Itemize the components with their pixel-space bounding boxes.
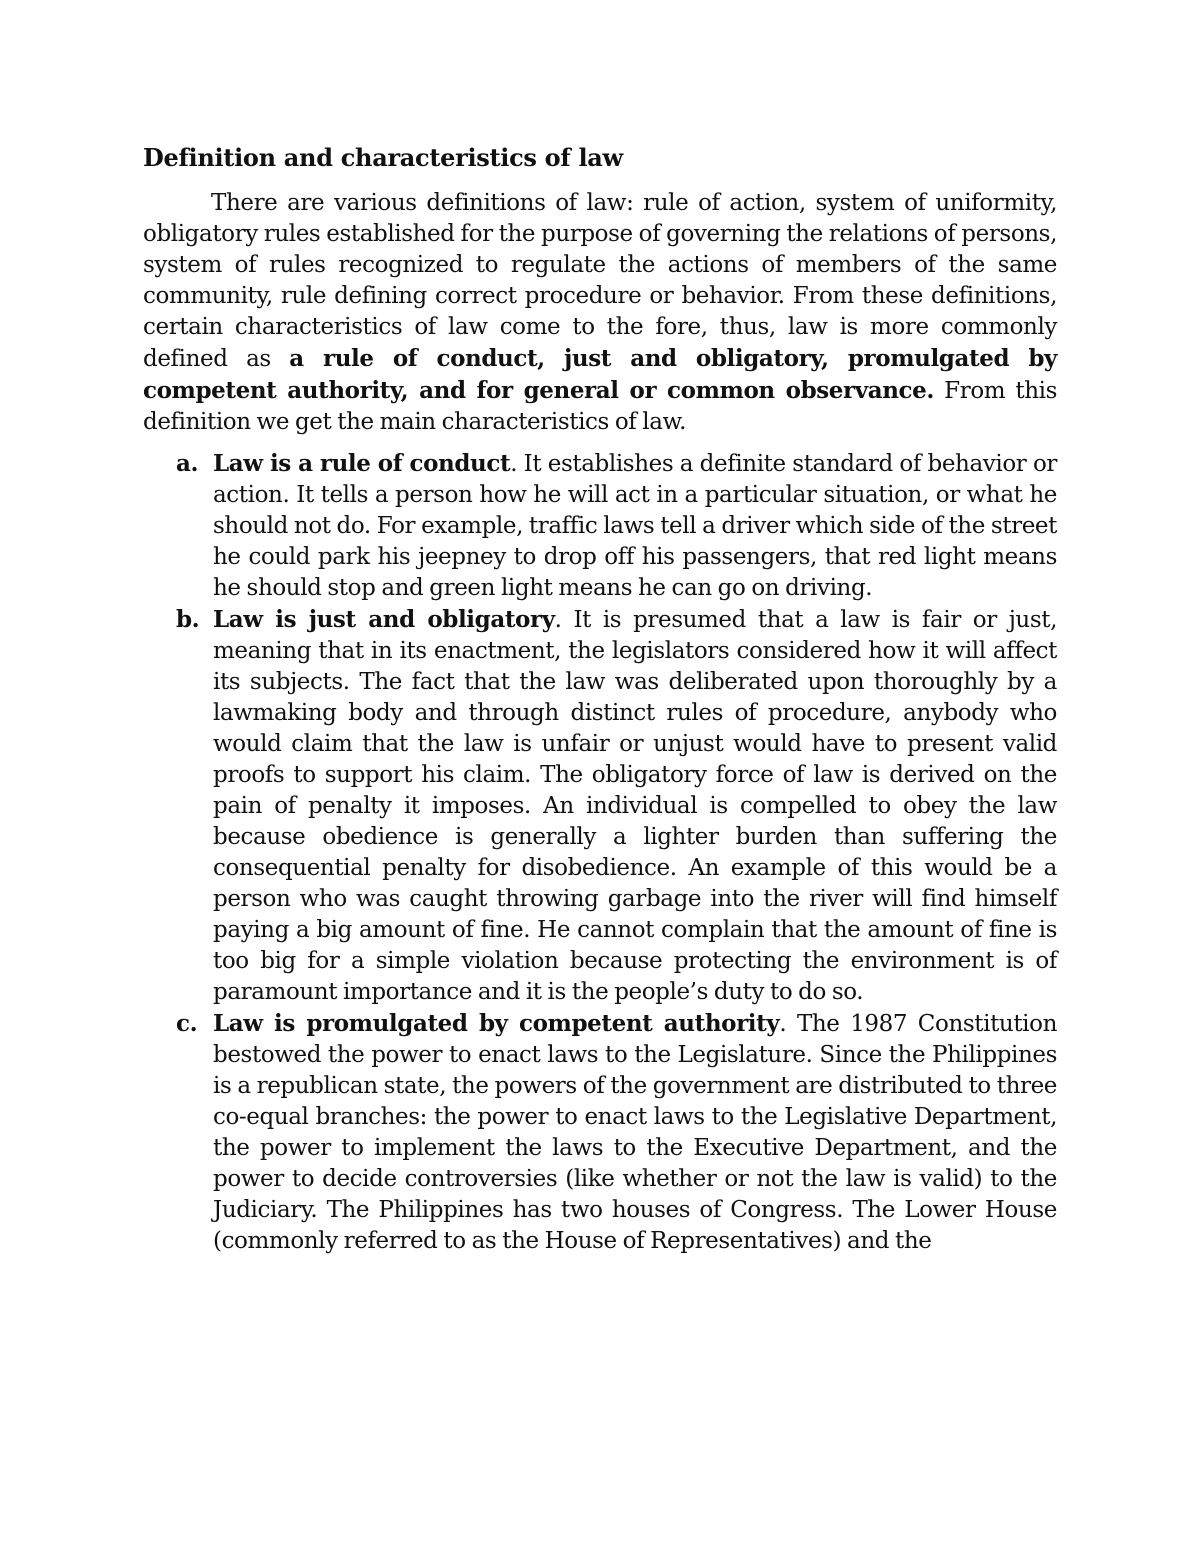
item-heading: Law is just and obligatory xyxy=(213,606,555,633)
list-item xyxy=(143,604,1057,1008)
list-item xyxy=(143,1008,1057,1257)
list-marker: b. xyxy=(176,606,200,633)
item-text: . The 1987 Constitution bestowed the power to enact laws to the Legislature. Since the Philippines is a republican state, the powers of the government are distributed to three co-equal branches: the power to enact laws to the Legislative Department, the power to implement the laws to the Executive Department, and the power to decide controversies (like whether or not the law is valid) to the Judiciary. The Philippines has two houses of Congress. The Lower House (commonly referred to as the House of Representatives) and the xyxy=(213,1011,1057,1254)
item-text: . It is presumed that a law is fair or just, meaning that in its enactment, the legislators considered how it will affect its subjects. The fact that the law was deliberated upon thoroughly by a lawmaking body and through distinct rules of procedure, anybody who would claim that the law is unfair or unjust would have to present valid proofs to support his claim. The obligatory force of law is derived on the pain of penalty it imposes. An individual is compelled to obey the law because obedience is generally a lighter burden than suffering the consequential penalty for disobedience. An example of this would be a person who was caught throwing garbage into the river will find himself paying a big amount of fine. He cannot complain that the amount of fine is too big for a simple violation because protecting the environment is of paramount importance and it is the people’s duty to do so. xyxy=(213,607,1057,1005)
document-title: Definition and characteristics of law xyxy=(143,143,623,172)
characteristics-list xyxy=(143,448,1057,1257)
list-item xyxy=(143,448,1057,604)
item-heading: Law is promulgated by competent authority xyxy=(213,1010,780,1037)
item-heading: Law is a rule of conduct xyxy=(213,450,511,477)
list-marker: a. xyxy=(176,450,199,477)
intro-text-part1: There are various definitions of law: rule of action, system of uniformity, obligatory rules established for the purpose of governing the relations of persons, system of rules recognized to regulate the actions of members of the same community, rule defining correct procedure or behavior. From these definitions, certain characteristics of law come to the fore, thus, law is more commonly defined as xyxy=(143,190,1057,372)
list-marker: c. xyxy=(176,1010,198,1037)
intro-bold-definition: a rule of conduct, just and obligatory, promulgated by competent authority, and for general or common observance. xyxy=(143,345,1057,404)
item-text: . It establishes a definite standard of behavior or action. It tells a person how he will act in a particular situation, or what he should not do. For example, traffic laws tell a driver which side of the street he could park his jeepney to drop off his passengers, that red light means he should stop and green light means he can go on driving. xyxy=(213,451,1057,601)
document-body xyxy=(143,138,1057,1257)
intro-text-part2: From this definition we get the main characteristics of law. xyxy=(143,378,1057,435)
intro-paragraph xyxy=(143,188,1057,438)
